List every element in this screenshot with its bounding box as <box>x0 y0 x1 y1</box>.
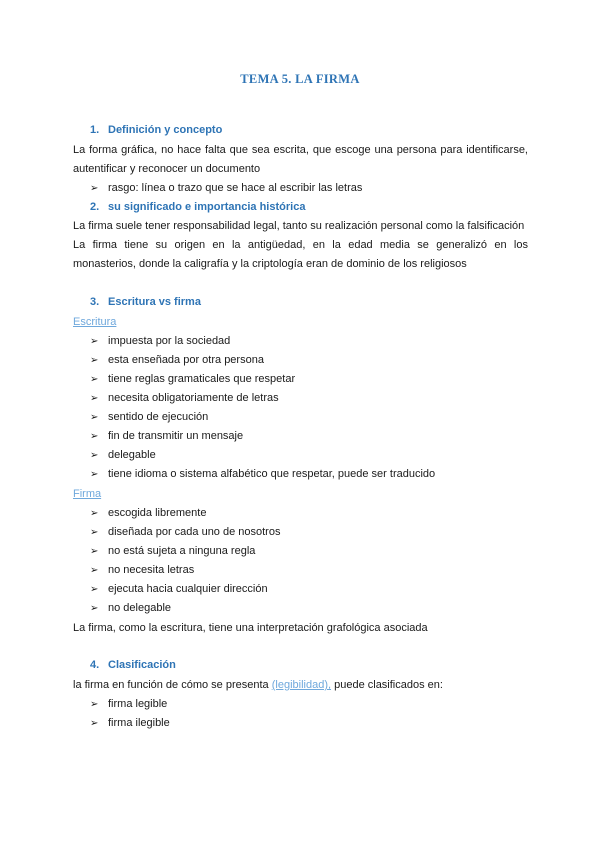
arrow-bullet-icon: ➢ <box>90 699 99 710</box>
escritura-list <box>90 332 435 484</box>
list-item: ➢ delegable <box>90 446 435 465</box>
arrow-bullet-icon: ➢ <box>90 584 99 595</box>
list-item: ➢ ejecuta hacia cualquier dirección <box>90 580 280 599</box>
section-4-heading: 4. Clasificación <box>90 659 176 671</box>
arrow-bullet-icon: ➢ <box>90 355 99 366</box>
arrow-bullet-icon: ➢ <box>90 469 99 480</box>
list-item: ➢ rasgo: línea o trazo que se hace al escribir las letras <box>90 179 362 198</box>
list-item: ➢ firma ilegible <box>90 714 170 733</box>
list-item: ➢ no necesita letras <box>90 561 280 580</box>
legibilidad-link[interactable]: (legibilidad), <box>271 679 332 691</box>
arrow-bullet-icon: ➢ <box>90 565 99 576</box>
arrow-bullet-icon: ➢ <box>90 603 99 614</box>
list-item: ➢ tiene reglas gramaticales que respetar <box>90 370 435 389</box>
section-4-list <box>90 695 170 733</box>
section-3-closing: La firma, como la escritura, tiene una interpretación grafológica asociada <box>73 622 428 634</box>
section-2-heading: 2. su significado e importancia histórica <box>90 201 306 213</box>
arrow-bullet-icon: ➢ <box>90 527 99 538</box>
section-1-heading: 1. Definición y concepto <box>90 124 223 136</box>
arrow-bullet-icon: ➢ <box>90 412 99 423</box>
list-item: ➢ fin de transmitir un mensaje <box>90 427 435 446</box>
arrow-bullet-icon: ➢ <box>90 546 99 557</box>
list-item: ➢ impuesta por la sociedad <box>90 332 435 351</box>
arrow-bullet-icon: ➢ <box>90 718 99 729</box>
list-item: ➢ sentido de ejecución <box>90 408 435 427</box>
section-3-heading: 3. Escritura vs firma <box>90 296 201 308</box>
list-item: ➢ diseñada por cada uno de nosotros <box>90 523 280 542</box>
arrow-bullet-icon: ➢ <box>90 183 99 194</box>
arrow-bullet-icon: ➢ <box>90 431 99 442</box>
list-item: ➢ no está sujeta a ninguna regla <box>90 542 280 561</box>
arrow-bullet-icon: ➢ <box>90 508 99 519</box>
list-item: ➢ esta enseñada por otra persona <box>90 351 435 370</box>
arrow-bullet-icon: ➢ <box>90 374 99 385</box>
firma-list <box>90 504 280 618</box>
section-1-list <box>90 179 362 198</box>
list-item: ➢ escogida libremente <box>90 504 280 523</box>
firma-subheading: Firma <box>73 488 102 500</box>
section-2-paragraph-1: La firma suele tener responsabilidad legal, tanto su realización personal como la falsificación <box>73 220 525 232</box>
page-title: TEMA 5. LA FIRMA <box>240 72 360 86</box>
section-4-intro: la firma en función de cómo se presenta (legibilidad), puede clasificados en: <box>73 679 443 691</box>
arrow-bullet-icon: ➢ <box>90 450 99 461</box>
section-1-body: La forma gráfica, no hace falta que sea escrita, que escoge una persona para identificarse, autentificar y reconocer un documento <box>73 144 528 175</box>
list-item: ➢ necesita obligatoriamente de letras <box>90 389 435 408</box>
section-2-paragraph-2: La firma tiene su origen en la antigüedad, en la edad media se generalizó en los monasterios, donde la caligrafía y la criptología eran de dominio de los religiosos <box>73 239 528 270</box>
list-item: ➢ tiene idioma o sistema alfabético que respetar, puede ser traducido <box>90 465 435 484</box>
list-item: ➢ firma legible <box>90 695 170 714</box>
arrow-bullet-icon: ➢ <box>90 393 99 404</box>
list-item: ➢ no delegable <box>90 599 280 618</box>
arrow-bullet-icon: ➢ <box>90 336 99 347</box>
escritura-subheading: Escritura <box>73 316 117 328</box>
